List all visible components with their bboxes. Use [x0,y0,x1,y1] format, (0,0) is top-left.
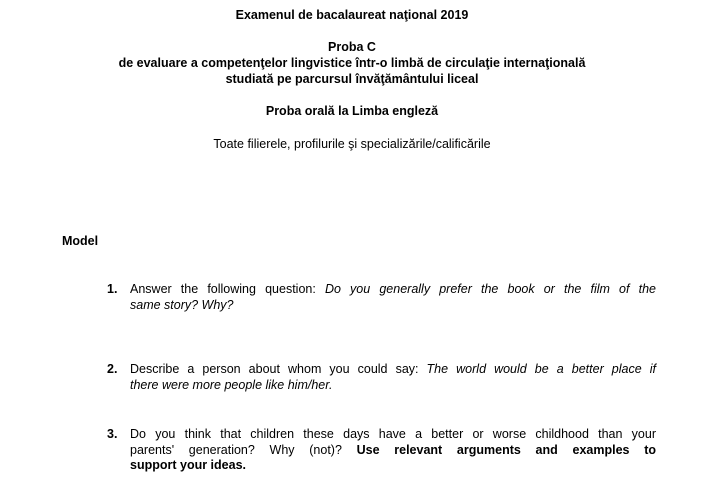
question-number: 1. [107,282,118,296]
question-3 [107,427,656,474]
section-label: Model [62,234,99,248]
question-line: Do you think that children these days have a better or worse childhood than your [130,427,656,441]
question-line [130,282,656,298]
question-line [130,458,656,474]
question-lead: Answer the following question: [130,282,325,296]
proba-description-line-2: studiată pe parcursul învăţământului liceal [225,72,479,86]
subject-title: Proba orală la Limba engleză [265,104,439,118]
question-line [130,362,656,378]
question-italic: there were more people like him/her. [130,377,333,392]
proba-label: Proba C [328,40,376,54]
question-text [130,427,656,474]
question-plain: parents' generation? Why (not)? [130,442,357,457]
question-line [130,298,656,314]
question-number: 2. [107,362,118,376]
question-2 [107,362,656,393]
question-number: 3. [107,427,118,441]
question-1 [107,282,656,313]
question-text [130,282,656,313]
question-bold: Use relevant arguments and examples to [356,442,656,457]
question-bold: support your ideas. [130,458,246,472]
question-italic: Do you generally prefer the book or the film of the [324,282,656,296]
question-lead: Describe a person about whom you could say: [130,362,427,376]
question-text [130,362,656,393]
question-italic: same story? Why? [130,297,234,312]
question-line [130,443,656,459]
filiere-line: Toate filierele, profilurile şi specializările/calificările [213,137,491,151]
proba-description-line-1: de evaluare a competenţelor lingvistice într-o limbă de circulaţie internaţională [118,56,586,70]
question-italic: The world would be a better place if [426,362,656,376]
exam-title: Examenul de bacalaureat naţional 2019 [235,8,469,22]
question-line [130,378,656,394]
